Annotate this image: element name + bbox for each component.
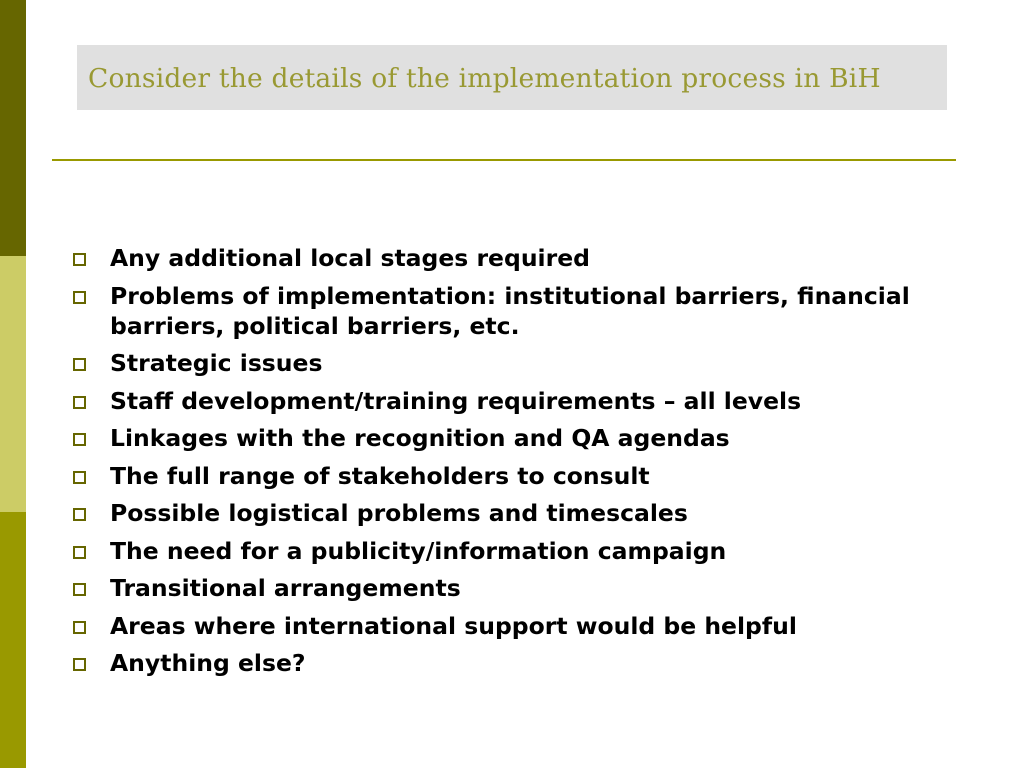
list-item [70, 423, 970, 453]
list-item [70, 281, 970, 341]
sidebar-accent-middle [0, 256, 26, 512]
hollow-square-icon [73, 583, 86, 596]
hollow-square-icon [73, 546, 86, 559]
title-divider [52, 159, 956, 161]
list-item [70, 461, 970, 491]
hollow-square-icon [73, 621, 86, 634]
hollow-square-icon [73, 253, 86, 266]
bullet-text: Transitional arrangements [110, 574, 461, 602]
hollow-square-icon [73, 396, 86, 409]
hollow-square-icon [73, 291, 86, 304]
bullet-text: Anything else? [110, 649, 306, 677]
bullet-text: Any additional local stages required [110, 244, 590, 272]
title-box [77, 45, 947, 110]
slide-title: Consider the details of the implementation process in BiH [88, 63, 881, 94]
list-item [70, 386, 970, 416]
hollow-square-icon [73, 658, 86, 671]
bullet-list [70, 243, 970, 686]
list-item [70, 573, 970, 603]
bullet-text: Staff development/training requirements – all levels [110, 386, 802, 415]
hollow-square-icon [73, 508, 86, 521]
sidebar-accent-top [0, 0, 26, 256]
bullet-text: The full range of stakeholders to consult [110, 461, 650, 490]
bullet-text: Possible logistical problems and timescales [110, 499, 688, 527]
sidebar-accent-bottom [0, 512, 26, 768]
bullet-text: Linkages with the recognition and QA agendas [110, 424, 730, 452]
hollow-square-icon [73, 471, 86, 484]
bullet-text: Areas where international support would be helpful [110, 611, 797, 640]
hollow-square-icon [73, 358, 86, 371]
hollow-square-icon [73, 433, 86, 446]
bullet-text: Problems of implementation: institutional barriers, financial barriers, political barriers, etc. [110, 281, 910, 340]
list-item [70, 243, 970, 273]
list-item [70, 348, 970, 378]
list-item [70, 498, 970, 528]
bullet-text: Strategic issues [110, 349, 323, 377]
list-item [70, 648, 970, 678]
list-item [70, 611, 970, 641]
list-item [70, 536, 970, 566]
bullet-text: The need for a publicity/information campaign [110, 536, 727, 565]
